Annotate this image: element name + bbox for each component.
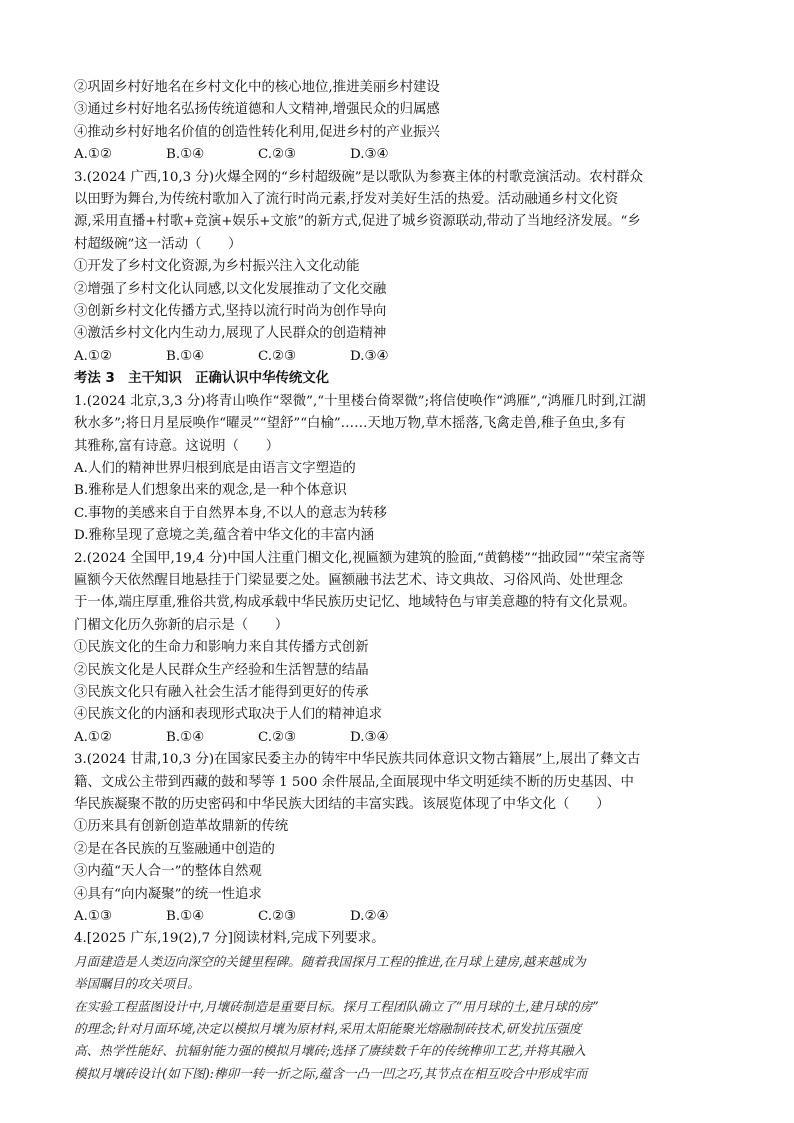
question-text: 于一体,端庄厚重,雅俗共赏,构成承载中华民族历史记忆、地域特色与审美意趣的特有文化景观。 bbox=[74, 595, 636, 611]
option-line: ②是在各民族的互鉴融通中创造的 bbox=[74, 841, 275, 857]
question-text: 门楣文化历久弥新的启示是（ ） bbox=[74, 617, 289, 633]
question-text: 华民族凝聚不散的历史密码和中华民族大团结的丰富实践。该展览体现了中华文化（ ） bbox=[74, 797, 610, 812]
question-3-guangxi bbox=[74, 167, 734, 346]
option-line: ②民族文化是人民群众生产经验和生活智慧的结晶 bbox=[74, 662, 369, 678]
choice-a: A.①② bbox=[74, 147, 112, 163]
material-text: 高、热学性能好、抗辐射能力强的模拟月壤砖;选择了赓续数千年的传统榫卯工艺,并将其融入 bbox=[74, 1043, 586, 1059]
question-text: 源,采用直播+村歌+竞演+娱乐+文旅”的新方式,促进了城乡资源联动,带动了当地经济发展。“乡 bbox=[74, 214, 641, 230]
question-text: 以田野为舞台,为传统村歌加入了流行时尚元素,抒发对美好生活的热爱。活动融通乡村文化资 bbox=[74, 192, 619, 208]
choice-b: B.①④ bbox=[166, 147, 205, 163]
question-text: 3.(2024 广西,10,3 分)火爆全网的“乡村超级碗”是以歌队为参赛主体的村歌竞演活动。农村群众 bbox=[74, 169, 643, 185]
choice-c: C.②③ bbox=[258, 729, 297, 745]
question-text: 匾额今天依然醒目地悬挂于门梁显要之处。匾额融书法艺术、诗文典故、习俗风尚、处世理念 bbox=[74, 572, 624, 588]
material-text: 月面建造是人类迈向深空的关键里程碑。随着我国探月工程的推进,在月球上建房,越来越成为 bbox=[74, 953, 586, 969]
choice-a: A.人们的精神世界归根到底是由语言文字塑造的 bbox=[74, 460, 356, 476]
option-line: ①开发了乡村文化资源,为乡村振兴注入文化动能 bbox=[74, 259, 360, 275]
choice-b: B.①④ bbox=[166, 729, 205, 745]
choice-a: A.①② bbox=[74, 729, 112, 745]
option-line: ④民族文化的内涵和表现形式取决于人们的精神追求 bbox=[74, 707, 382, 723]
material-text: 举国瞩目的攻关项目。 bbox=[74, 976, 200, 992]
choice-d: D.②④ bbox=[350, 909, 389, 925]
option-line: ①民族文化的生命力和影响力来自其传播方式创新 bbox=[74, 640, 369, 656]
answer-choices bbox=[74, 727, 734, 749]
choice-a: A.①② bbox=[74, 348, 112, 364]
question-text: 村超级碗”这一活动（ ） bbox=[74, 236, 242, 252]
material-text: 在实验工程蓝图设计中,月壤砖制造是重要目标。探月工程团队确立了“用月球的土,建月球的房” bbox=[74, 998, 599, 1014]
question-text: 籍、文成公主带到西藏的鼓和琴等 1 500 余件展品,全面展现中华文明延续不断的历史基因、中 bbox=[74, 774, 634, 790]
choice-a: A.①③ bbox=[74, 909, 112, 925]
option-line: ④激活乡村文化内生动力,展现了人民群众的创造精神 bbox=[74, 326, 387, 342]
choice-b: B.①④ bbox=[166, 909, 205, 925]
choice-d: D.③④ bbox=[350, 729, 389, 745]
q2-options-continued bbox=[74, 77, 734, 144]
choice-b: B.雅称是人们想象出来的观念,是一种个体意识 bbox=[74, 483, 347, 499]
option-line: ①历来具有创新创造革故鼎新的传统 bbox=[74, 819, 289, 835]
option-line: ③创新乡村文化传播方式,坚持以流行时尚为创作导向 bbox=[74, 304, 387, 320]
section-heading: 考法 3 主干知识 正确认识中华传统文化 bbox=[74, 371, 330, 387]
choice-d: D.雅称呈现了意境之美,蕴含着中华文化的丰富内涵 bbox=[74, 528, 374, 544]
answer-choices bbox=[74, 346, 734, 368]
question-4-guangdong bbox=[74, 928, 734, 1085]
question-text: 秋水多”;将日月星辰唤作“曜灵”“望舒”“白榆”……天地万物,草木摇落,飞禽走兽,稚子鱼虫,多有 bbox=[74, 416, 626, 432]
question-text: 1.(2024 北京,3,3 分)将青山唤作“翠微”,“十里楼台倚翠微”;将信使唤作“鸿雁”,“鸿雁几时到,江湖 bbox=[74, 393, 646, 409]
choice-c: C.②③ bbox=[258, 147, 297, 163]
option-line: ③通过乡村好地名弘扬传统道德和人文精神,增强民众的归属感 bbox=[74, 102, 440, 118]
question-2-national bbox=[74, 548, 734, 727]
question-3-gansu bbox=[74, 749, 734, 906]
material-text: 模拟月壤砖设计(如下图):榫卯一转一折之际,蕴含一凸一凹之巧,其节点在相互咬合中形成牢而 bbox=[74, 1065, 588, 1081]
choice-b: B.①④ bbox=[166, 348, 205, 364]
choice-c: C.②③ bbox=[258, 909, 297, 925]
question-text: 其雅称,富有诗意。这说明（ ） bbox=[74, 438, 280, 454]
option-line: ②增强了乡村文化认同感,以文化发展推动了文化交融 bbox=[74, 281, 387, 297]
answer-choices bbox=[74, 906, 734, 928]
choice-d: D.③④ bbox=[350, 348, 389, 364]
option-line: ④具有“向内凝聚”的统一性追求 bbox=[74, 886, 262, 902]
option-line: ③民族文化只有融入社会生活才能得到更好的传承 bbox=[74, 684, 369, 700]
question-1-beijing bbox=[74, 391, 734, 548]
answer-choices bbox=[74, 144, 734, 166]
choice-c: C.事物的美感来自于自然界本身,不以人的意志为转移 bbox=[74, 505, 387, 521]
option-line: ③内蕴“天人合一”的整体自然观 bbox=[74, 864, 262, 880]
question-text: 3.(2024 甘肃,10,3 分)在国家民委主办的铸牢中华民族共同体意识文物古籍展”上,展出了彝文古 bbox=[74, 752, 641, 768]
question-text: 4.[2025 广东,19(2),7 分]阅读材料,完成下列要求。 bbox=[74, 931, 385, 947]
option-line: ④推动乡村好地名价值的创造性转化利用,促进乡村的产业振兴 bbox=[74, 124, 440, 140]
choice-c: C.②③ bbox=[258, 348, 297, 364]
choice-d: D.③④ bbox=[350, 147, 389, 163]
question-text: 2.(2024 全国甲,19,4 分)中国人注重门楣文化,视匾额为建筑的脸面,“黄鹤楼”“拙政园”“荣宝斋等 bbox=[74, 550, 646, 566]
option-line: ②巩固乡村好地名在乡村文化中的核心地位,推进美丽乡村建设 bbox=[74, 80, 440, 95]
material-text: 的理念;针对月面环境,决定以模拟月壤为原材料,采用太阳能聚光熔融制砖技术,研发抗压强度 bbox=[74, 1021, 582, 1037]
